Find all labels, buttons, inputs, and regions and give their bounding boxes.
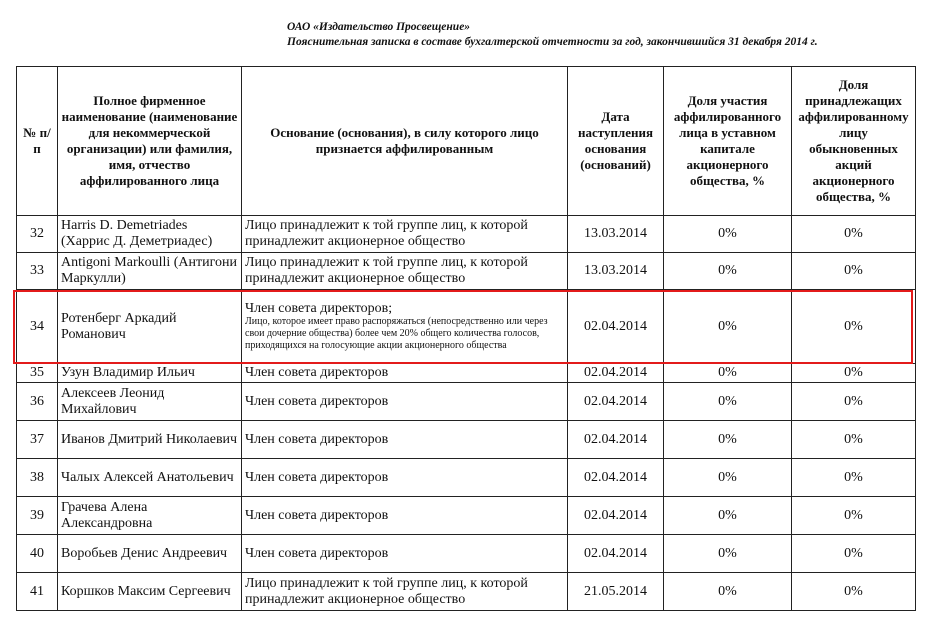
row-share-stock: 0% xyxy=(792,421,916,459)
row-date: 02.04.2014 xyxy=(568,290,664,364)
col-header-basis: Основание (основания), в силу которого лицо признается аффилированным xyxy=(242,67,568,216)
row-num: 38 xyxy=(17,459,58,497)
row-basis-main: Член совета директоров; xyxy=(245,301,393,316)
row-share-stock: 0% xyxy=(792,459,916,497)
table-row xyxy=(17,459,916,497)
table-row xyxy=(17,535,916,573)
company-name: ОАО «Издательство Просвещение» xyxy=(287,21,471,33)
row-basis: Член совета директоров xyxy=(242,459,568,497)
row-name: Воробьев Денис Андреевич xyxy=(58,535,242,573)
row-num: 33 xyxy=(17,253,58,290)
row-num: 40 xyxy=(17,535,58,573)
row-date: 02.04.2014 xyxy=(568,421,664,459)
row-date: 13.03.2014 xyxy=(568,253,664,290)
row-share-stock: 0% xyxy=(792,573,916,611)
row-name: Коршков Максим Сергеевич xyxy=(58,573,242,611)
row-date: 21.05.2014 xyxy=(568,573,664,611)
row-share-capital: 0% xyxy=(664,497,792,535)
row-share-capital: 0% xyxy=(664,459,792,497)
row-name: Antigoni Markoulli (Антигони Маркулли) xyxy=(58,253,242,290)
table-row xyxy=(17,253,916,290)
row-share-capital: 0% xyxy=(664,216,792,253)
row-date: 02.04.2014 xyxy=(568,364,664,383)
col-header-date: Дата наступления основания (оснований) xyxy=(568,67,664,216)
row-share-stock: 0% xyxy=(792,383,916,421)
report-subtitle: Пояснительная записка в составе бухгалтерской отчетности за год, закончившийся 31 декабря 2014 г. xyxy=(287,36,818,48)
row-share-stock: 0% xyxy=(792,216,916,253)
row-date: 02.04.2014 xyxy=(568,459,664,497)
row-share-capital: 0% xyxy=(664,421,792,459)
row-num: 35 xyxy=(17,364,58,383)
row-basis: Лицо принадлежит к той группе лиц, к которой принадлежит акционерное общество xyxy=(242,573,568,611)
row-share-stock: 0% xyxy=(792,364,916,383)
row-num: 32 xyxy=(17,216,58,253)
row-share-capital: 0% xyxy=(664,364,792,383)
row-share-stock: 0% xyxy=(792,497,916,535)
row-share-capital: 0% xyxy=(664,253,792,290)
row-share-capital: 0% xyxy=(664,535,792,573)
row-basis: Член совета директоров xyxy=(242,364,568,383)
row-share-stock: 0% xyxy=(792,290,916,364)
row-num: 39 xyxy=(17,497,58,535)
row-name: Грачева Алена Александровна xyxy=(58,497,242,535)
row-share-capital: 0% xyxy=(664,290,792,364)
row-name: Иванов Дмитрий Николаевич xyxy=(58,421,242,459)
row-name: Ротенберг Аркадий Романович xyxy=(58,290,242,364)
row-num: 36 xyxy=(17,383,58,421)
col-header-share-stock: Доля принадлежащих аффилированному лицу обыкновенных акций акционерного общества, % xyxy=(792,67,916,216)
row-basis: Член совета директоров xyxy=(242,497,568,535)
table-row xyxy=(17,497,916,535)
row-date: 02.04.2014 xyxy=(568,497,664,535)
row-num: 37 xyxy=(17,421,58,459)
row-basis-detail: Лицо, которое имеет право распоряжаться (непосредственно или через свои дочерние общества) более чем 20% общего количества голосов, приходящихся на голосующие акции акционерного общества xyxy=(245,316,548,351)
row-name: Узун Владимир Ильич xyxy=(58,364,242,383)
table-row xyxy=(17,364,916,383)
row-basis: Член совета директоров xyxy=(242,535,568,573)
document-header xyxy=(287,20,818,50)
row-share-stock: 0% xyxy=(792,253,916,290)
table-header-row xyxy=(17,67,916,216)
row-date: 02.04.2014 xyxy=(568,383,664,421)
row-basis: Член совета директоров xyxy=(242,383,568,421)
row-share-capital: 0% xyxy=(664,573,792,611)
col-header-name: Полное фирменное наименование (наименование для некоммерческой организации) или фамилия, имя, отчество аффилированного лица xyxy=(58,67,242,216)
table-row xyxy=(17,216,916,253)
table-row xyxy=(17,421,916,459)
row-name: Чалых Алексей Анатольевич xyxy=(58,459,242,497)
col-header-share-capital: Доля участия аффилированного лица в уставном капитале акционерного общества, % xyxy=(664,67,792,216)
row-basis: Лицо принадлежит к той группе лиц, к которой принадлежит акционерное общество xyxy=(242,253,568,290)
table-row xyxy=(17,383,916,421)
row-basis xyxy=(242,290,568,364)
row-name: Harris D. Demetriades (Харрис Д. Деметриадес) xyxy=(58,216,242,253)
row-num: 41 xyxy=(17,573,58,611)
row-name: Алексеев Леонид Михайлович xyxy=(58,383,242,421)
row-basis: Лицо принадлежит к той группе лиц, к которой принадлежит акционерное общество xyxy=(242,216,568,253)
row-basis: Член совета директоров xyxy=(242,421,568,459)
table-row-highlighted xyxy=(17,290,916,364)
col-header-num: № п/п xyxy=(17,67,58,216)
affiliates-table xyxy=(16,66,916,611)
table-row xyxy=(17,573,916,611)
row-date: 13.03.2014 xyxy=(568,216,664,253)
row-date: 02.04.2014 xyxy=(568,535,664,573)
row-num: 34 xyxy=(17,290,58,364)
row-share-capital: 0% xyxy=(664,383,792,421)
row-share-stock: 0% xyxy=(792,535,916,573)
